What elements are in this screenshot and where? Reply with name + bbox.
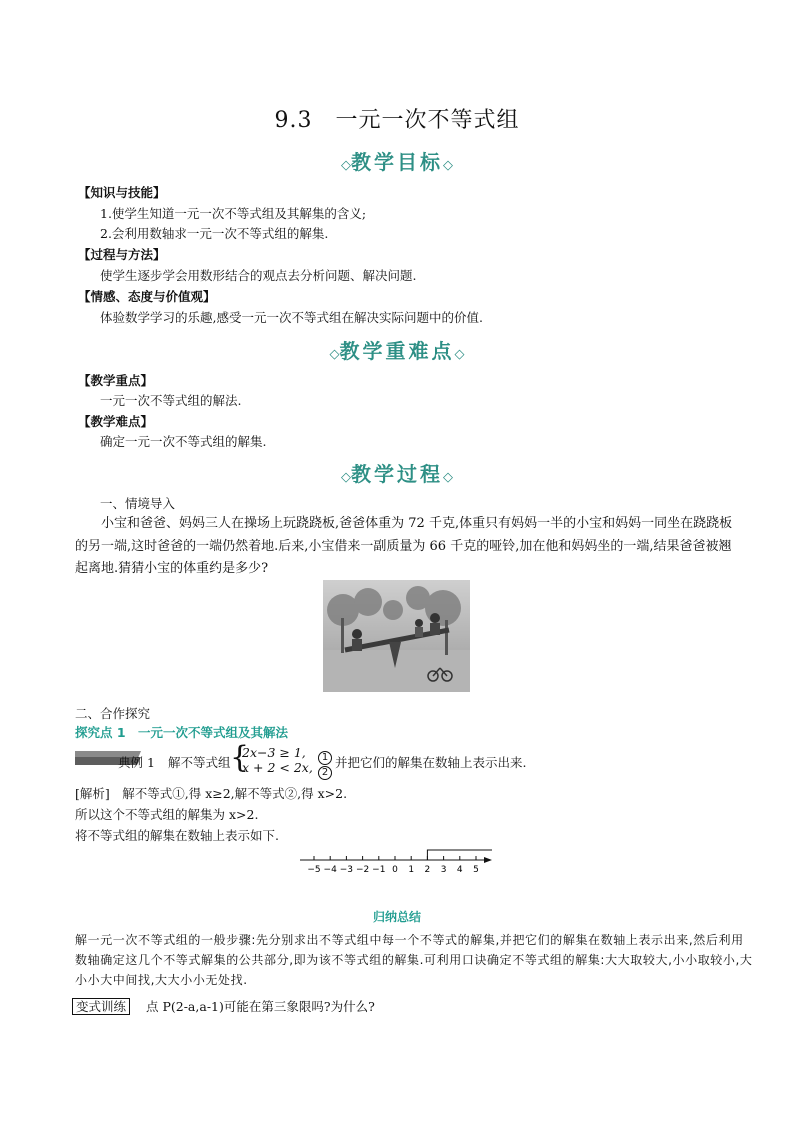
number-line-label: −2 <box>355 865 370 875</box>
step-1-heading: 一、情境导入 <box>100 496 176 511</box>
section-key-label: 教学重难点 <box>339 339 455 363</box>
number-line-label: 0 <box>392 865 398 875</box>
inequality-2: x + 2 < 2x, <box>242 760 313 775</box>
number-line-label: 4 <box>456 865 463 875</box>
number-line-label: 5 <box>473 865 479 875</box>
number-line-label: −4 <box>323 865 337 875</box>
key-item-1: 一元一次不等式组的解法. <box>100 393 242 408</box>
solution-line-1: 所以这个不等式组的解集为 x>2. <box>75 807 259 822</box>
diamond-icon: ◇ <box>443 158 453 173</box>
diamond-icon: ◇ <box>341 470 351 485</box>
number-line-label: 1 <box>408 865 415 875</box>
goals-item-2: 2.会利用数轴求一元一次不等式组的解集. <box>100 226 329 241</box>
goals-heading-process: 【过程与方法】 <box>78 247 166 262</box>
story-paragraph: 小宝和爸爸、妈妈三人在操场上玩跷跷板,爸爸体重为 72 千克,体重只有妈妈一半的小宝和妈妈一同坐在跷跷板的另一端,这时爸爸的一端仍然着地.后来,小宝借来一副质量为 66 千克的哑铃,加在他和妈妈坐的一端,结果爸爸被翘起离地.猜猜小宝的体重约是多少? <box>75 516 733 576</box>
section-process-label: 教学过程 <box>351 462 443 486</box>
variant-label <box>72 996 130 1015</box>
system-brace: { <box>230 740 250 775</box>
section-heading-key <box>0 335 794 364</box>
diamond-icon: ◇ <box>329 347 340 362</box>
key-heading-difficulty: 【教学难点】 <box>78 414 154 429</box>
number-line-label: −5 <box>307 865 321 875</box>
number-line-label: 3 <box>440 865 447 875</box>
example-pre: 解不等式组 <box>168 755 231 770</box>
inequality-1: 2x−3 ≥ 1, <box>242 745 306 760</box>
key-item-2: 确定一元一次不等式组的解集. <box>100 434 267 449</box>
diamond-icon: ◇ <box>443 470 453 485</box>
goals-item-1: 1.使学生知道一元一次不等式组及其解集的含义; <box>100 206 367 221</box>
section-heading-process <box>0 458 794 487</box>
analysis-line: [解析] 解不等式①,得 x≥2,解不等式②,得 x>2. <box>75 786 348 801</box>
circle-2-text: 2 <box>318 766 332 780</box>
circle-number-2 <box>318 760 332 780</box>
page-title: 9.3 一元一次不等式组 <box>274 108 520 133</box>
goals-heading-attitude: 【情感、态度与价值观】 <box>78 289 216 304</box>
key-heading-focus: 【教学重点】 <box>78 373 154 388</box>
summary-title: 归纳总结 <box>372 910 421 924</box>
number-line-label: 2 <box>424 865 431 875</box>
explore-heading: 探究点 1 一元一次不等式组及其解法 <box>75 725 289 740</box>
solution-line-2: 将不等式组的解集在数轴上表示如下. <box>75 828 279 843</box>
goals-item-3: 使学生逐步学会用数形结合的观点去分析问题、解决问题. <box>100 268 417 283</box>
variant-label-text: 变式训练 <box>72 998 130 1015</box>
step-2-heading: 二、合作探究 <box>75 706 151 721</box>
example-label: 典例 1 <box>118 755 155 770</box>
goals-heading-knowledge: 【知识与技能】 <box>78 185 166 200</box>
diamond-icon: ◇ <box>341 158 351 173</box>
number-line <box>298 846 494 880</box>
summary-paragraph: 解一元一次不等式组的一般步骤:先分别求出不等式组中每一个不等式的解集,并把它们的解集在数轴上表示出来,然后利用数轴确定这几个不等式解集的公共部分,即为该不等式组的解集.可利用口诀确定不等式组的解集:大大取较大,小小取较小,大小小大中间找,大大小小无处找. <box>75 933 753 987</box>
number-line-label: −1 <box>372 865 386 875</box>
variant-question: 点 P(2-a,a-1)可能在第三象限吗?为什么? <box>146 999 375 1014</box>
goals-item-4: 体验数学学习的乐趣,感受一元一次不等式组在解决实际问题中的价值. <box>100 310 483 325</box>
section-heading-goals <box>0 146 794 175</box>
diamond-icon: ◇ <box>454 347 465 362</box>
seesaw-illustration <box>323 580 470 692</box>
circle-1-text: 1 <box>318 751 332 765</box>
number-line-label: −3 <box>339 865 354 875</box>
example-post: 并把它们的解集在数轴上表示出来. <box>335 755 527 770</box>
section-goals-label: 教学目标 <box>351 150 443 174</box>
